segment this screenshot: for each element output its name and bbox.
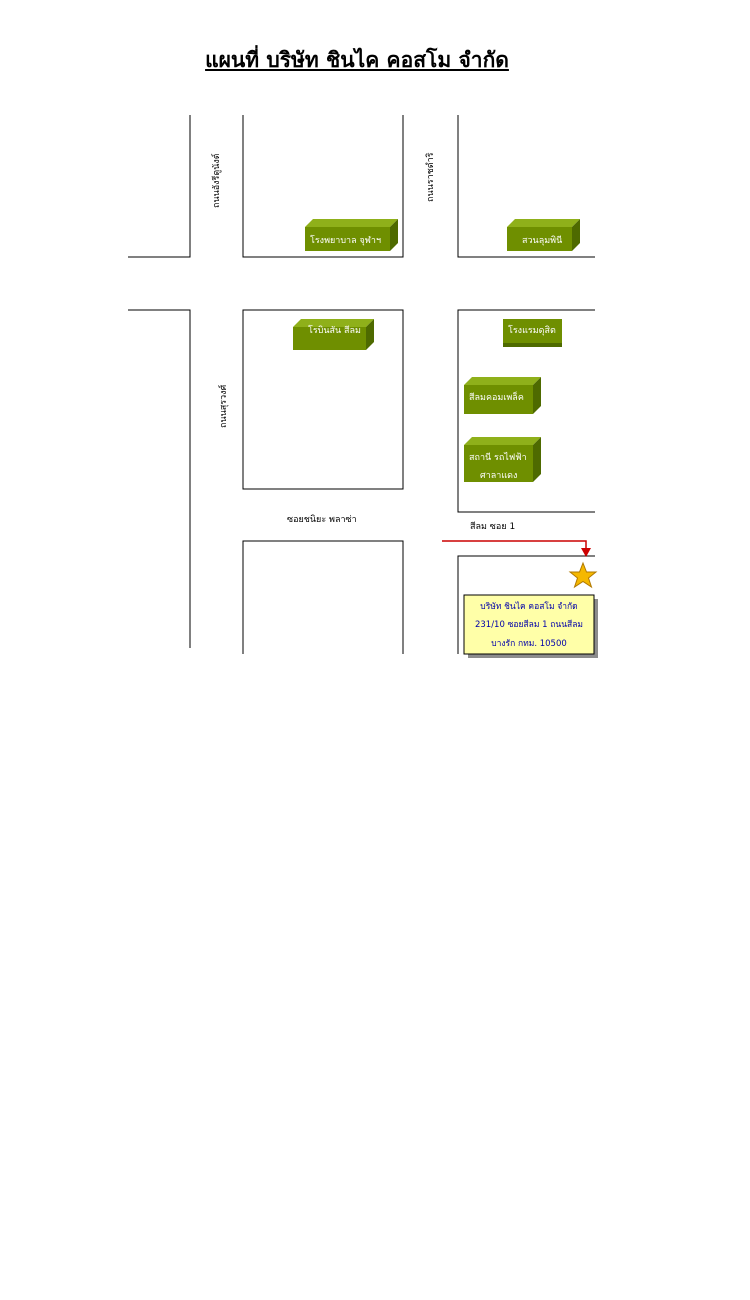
company-address: 231/10 ซอยสีลม 1 ถนนสีลม xyxy=(474,620,584,630)
block-lower-left xyxy=(128,310,190,648)
company-district: บางรัก กทม. 10500 xyxy=(491,639,567,649)
landmark-chulalongkorn-hospital xyxy=(305,219,398,251)
road-label-henri-dunant: ถนนอังรีดูนังต์ xyxy=(212,153,222,208)
landmark-lumpini-park xyxy=(507,219,580,251)
svg-text:สถานี รถไฟฟ้า: สถานี รถไฟฟ้า xyxy=(469,453,527,463)
landmark-robinson-silom xyxy=(293,319,374,350)
block-bottom-middle xyxy=(243,541,403,654)
svg-text:สวนลุมพินี: สวนลุมพินี xyxy=(522,236,563,246)
block-top-left xyxy=(128,115,190,257)
landmark-bts-sala-daeng xyxy=(464,437,541,482)
road-label-silom-soi-1: สีลม ซอย 1 xyxy=(470,522,516,532)
company-info-box xyxy=(464,595,598,658)
svg-text:สีลมคอมเพล็ค: สีลมคอมเพล็ค xyxy=(469,393,524,403)
company-name: บริษัท ชินไค คอสโม จำกัด xyxy=(480,602,578,612)
map-title: แผนที่ บริษัท ชินไค คอสโม จำกัด xyxy=(205,47,509,72)
star-icon xyxy=(570,563,596,587)
svg-text:ศาลาแดง: ศาลาแดง xyxy=(480,471,518,481)
route-arrow xyxy=(442,541,591,557)
road-label-ratchadamri: ถนนราชดำริ xyxy=(426,152,436,202)
svg-text:โรบินสัน สีลม: โรบินสัน สีลม xyxy=(308,326,361,336)
road-label-surawong: ถนนสุรวงศ์ xyxy=(219,384,229,428)
svg-text:โรงพยาบาล จุฬาฯ: โรงพยาบาล จุฬาฯ xyxy=(310,236,381,246)
landmark-silom-complex xyxy=(464,377,541,414)
svg-text:โรงแรมดุสิต: โรงแรมดุสิต xyxy=(508,326,556,336)
landmark-dusit-hotel xyxy=(503,319,562,347)
road-label-soi-plaza: ซอยชนิยะ พลาซ่า xyxy=(287,515,357,525)
